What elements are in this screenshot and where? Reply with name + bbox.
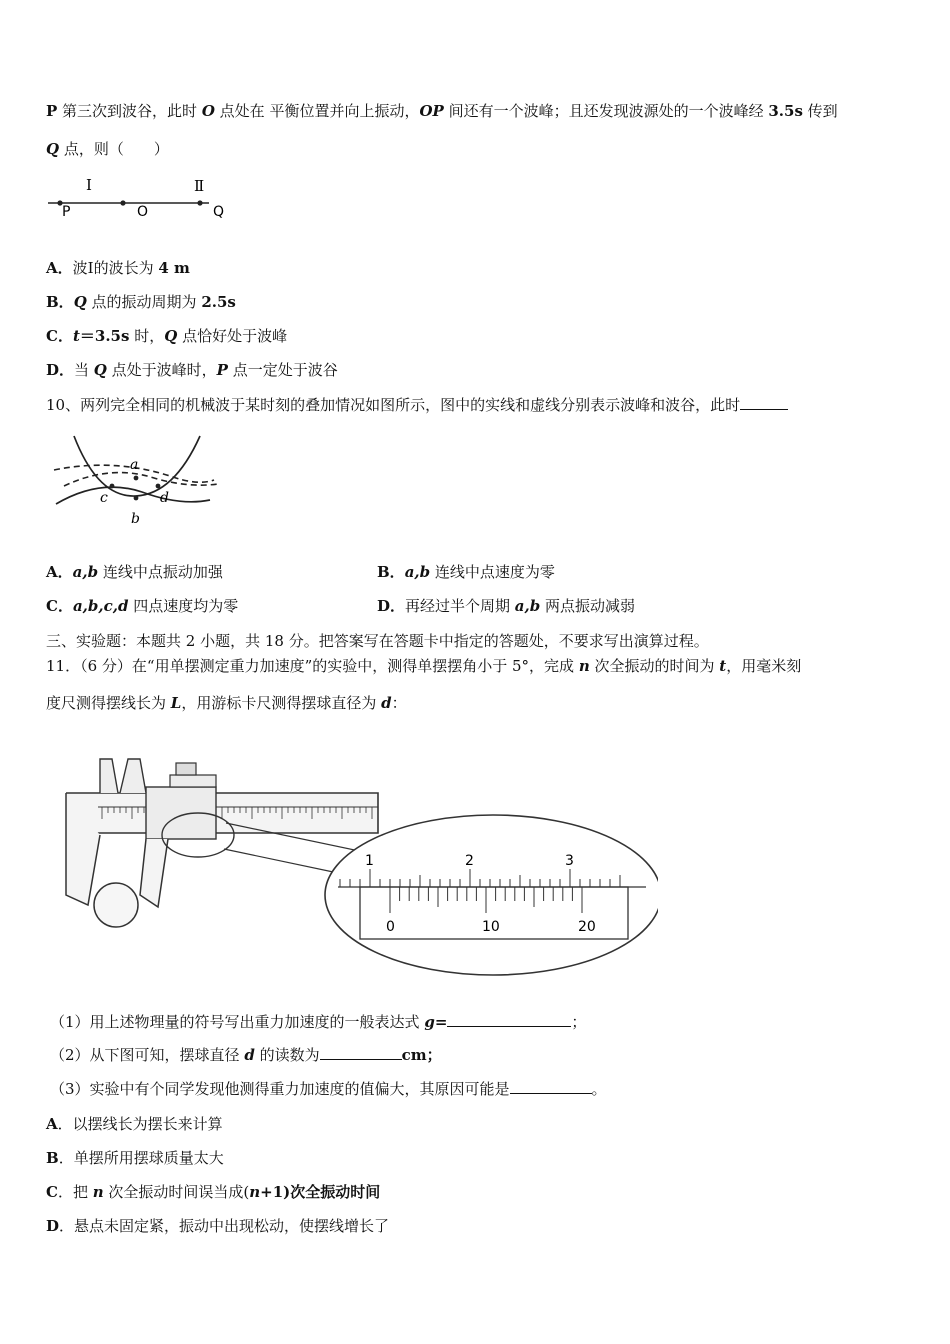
q10-trough-arc-1 — [64, 473, 218, 486]
q11-sub2: （2）从下图可知，摆球直径 d 的读数为 cm； — [50, 1046, 442, 1064]
q10-point-b — [134, 496, 139, 501]
q10-interference-figure — [50, 428, 220, 530]
q9-point-o — [120, 200, 125, 205]
q10-option-a: A．a,b 连线中点振动加强 — [46, 563, 223, 581]
q11-main-label-1: 1 — [365, 853, 374, 869]
q11-vernier-label-0: 0 — [386, 919, 395, 935]
q11-lock-screw — [176, 763, 196, 775]
q11-vernier-label-10: 10 — [482, 919, 500, 935]
q11-sub2-blank — [320, 1045, 402, 1060]
q9-option-a: A．波Ⅰ的波长为 4 m — [46, 259, 190, 277]
q9-stem-line1: P 第三次到波谷，此时 O 点处在 平衡位置并向上振动，OP 间还有一个波峰；且还发现波源处的一个波峰经 3.5s 传到 — [46, 102, 838, 120]
q10-point-a — [134, 476, 139, 481]
q11-upper-jaw-fixed — [100, 759, 118, 793]
q10-option-b: B．a,b 连线中点速度为零 — [377, 563, 555, 581]
q9-label-II: Ⅱ — [194, 177, 205, 195]
q10-answer-blank — [740, 395, 788, 410]
q11-main-label-2: 2 — [465, 853, 474, 869]
q11-caliper-figure — [48, 745, 658, 983]
q10-point-d — [156, 484, 161, 489]
q11-sub1: （1）用上述物理量的符号写出重力加速度的一般表达式 g= ； — [50, 1013, 587, 1031]
q11-slider-top — [170, 775, 216, 787]
q9-option-b: B．Q 点的振动周期为 2.5s — [46, 293, 236, 311]
q9-option-d: D．当 Q 点处于波峰时，P 点一定处于波谷 — [46, 361, 338, 379]
q11-option-a: A．以摆线长为摆长来计算 — [46, 1115, 223, 1133]
q9-label-p: P — [62, 204, 71, 220]
q11-option-b: B．单摆所用摆球质量太大 — [46, 1149, 224, 1167]
q10-stem: 10、两列完全相同的机械波于某时刻的叠加情况如图所示，图中的实线和虚线分别表示波峰和波谷，此时 — [46, 395, 788, 415]
q11-sub1-blank — [447, 1012, 571, 1027]
q11-pendulum-ball — [94, 883, 138, 927]
q11-main-label-3: 3 — [565, 853, 574, 869]
q11-sub3: （3）实验中有个同学发现他测得重力加速度的值偏大，其原因可能是 。 — [50, 1080, 607, 1098]
q10-option-d: D．再经过半个周期 a,b 两点振动减弱 — [377, 597, 636, 615]
q9-point-q — [197, 200, 202, 205]
q9-wave-figure — [44, 172, 244, 234]
q9-label-q: Q — [213, 204, 225, 220]
q9-label-I: Ⅰ — [86, 176, 92, 194]
section3-heading: 三、实验题：本题共 2 小题，共 18 分。把答案写在答题卡中指定的答题处，不要求写出演算过程。 — [46, 632, 709, 650]
q11-sub3-blank — [510, 1079, 592, 1094]
q11-magnified-view — [325, 815, 658, 975]
q10-label-c: c — [100, 490, 108, 506]
q11-stem-line1: 11．（6 分）在“用单摆测定重力加速度”的实验中，测得单摆摆角小于 5°，完成 n 次全振动的时间为 t，用毫米刻 — [46, 657, 802, 675]
q10-label-d: d — [160, 490, 169, 506]
q11-upper-jaw-moving — [120, 759, 146, 793]
q10-point-c — [110, 484, 115, 489]
q11-stem-line2: 度尺测得摆线长为 L，用游标卡尺测得摆球直径为 d： — [46, 694, 407, 712]
q11-magnify-line-bottom — [224, 849, 338, 873]
q10-option-c: C．a,b,c,d 四点速度均为零 — [46, 597, 239, 615]
q11-lower-jaw-moving — [140, 839, 168, 907]
q11-option-d: D．悬点未固定紧，振动中出现松动，使摆线增长了 — [46, 1217, 390, 1235]
q9-label-o: O — [137, 204, 149, 220]
q11-vernier-label-20: 20 — [578, 919, 596, 935]
q9-stem-line2: Q 点，则（ ） — [46, 140, 169, 158]
q11-option-c: C．把 n 次全振动时间误当成(n+1)次全振动时间 — [46, 1183, 381, 1201]
q10-label-b: b — [131, 511, 140, 527]
q9-option-c: C．t＝3.5s 时，Q 点恰好处于波峰 — [46, 327, 288, 345]
q10-label-a: a — [130, 457, 139, 473]
